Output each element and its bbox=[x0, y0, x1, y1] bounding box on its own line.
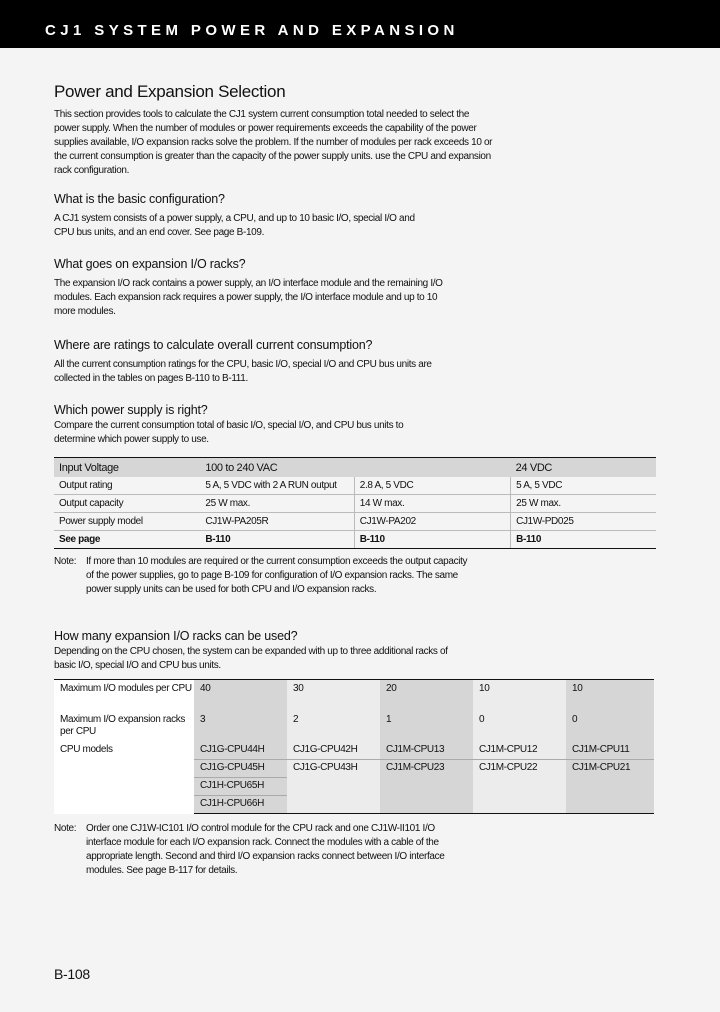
table-cell: 5 A, 5 VDC bbox=[511, 477, 656, 495]
expansion-racks-table bbox=[54, 679, 654, 814]
max-modules-label: Maximum I/O modules per CPU bbox=[54, 680, 194, 712]
table-cell: 2 bbox=[287, 711, 380, 742]
max-racks-label: Maximum I/O expansion racks per CPU bbox=[54, 711, 194, 742]
table-cell: 25 W max. bbox=[511, 495, 656, 513]
basic-config-section bbox=[54, 192, 658, 240]
power-supply-note bbox=[54, 555, 658, 597]
expansion-racks-section bbox=[54, 257, 658, 319]
dc-voltage-header: 24 VDC bbox=[511, 458, 656, 478]
table-cell: CJ1W-PD025 bbox=[511, 513, 656, 531]
table-cell: 5 A, 5 VDC with 2 A RUN output bbox=[200, 477, 354, 495]
table-cell: 10 bbox=[566, 680, 654, 712]
ratings-title: Where are ratings to calculate overall current consumption? bbox=[54, 338, 373, 352]
table-cell: 20 bbox=[380, 680, 473, 712]
empty-cell bbox=[54, 760, 194, 778]
table-cell: 2.8 A, 5 VDC bbox=[354, 477, 510, 495]
section-title: Power and Expansion Selection bbox=[54, 82, 286, 101]
row-label: Output rating bbox=[54, 477, 200, 495]
table-cell: 0 bbox=[566, 711, 654, 742]
table-row bbox=[54, 711, 654, 742]
table-cell: B-110 bbox=[511, 531, 656, 549]
cpu-model-cell: CJ1M-CPU13 bbox=[380, 742, 473, 760]
ratings-body: All the current consumption ratings for the CPU, basic I/O, special I/O and CPU bus units are collected in the tables on pages B-110 to B-111. bbox=[54, 359, 432, 384]
cpu-model-cell: CJ1G-CPU45H bbox=[194, 760, 287, 778]
cpu-model-cell: CJ1M-CPU23 bbox=[380, 760, 473, 814]
cpu-model-cell: CJ1G-CPU43H bbox=[287, 760, 380, 814]
table-row bbox=[54, 742, 654, 760]
input-voltage-label: Input Voltage bbox=[54, 458, 200, 478]
cpu-model-cell: CJ1G-CPU42H bbox=[287, 742, 380, 760]
page-header bbox=[0, 0, 720, 48]
table-row bbox=[54, 477, 656, 495]
basic-config-title: What is the basic configuration? bbox=[54, 192, 225, 206]
racks-body: Depending on the CPU chosen, the system can be expanded with up to three additional racks of basic I/O, special I/O and CPU bus units. bbox=[54, 646, 448, 671]
table-header-row bbox=[54, 458, 656, 478]
cpu-model-cell: CJ1M-CPU21 bbox=[566, 760, 654, 814]
cpu-model-cell: CJ1H-CPU66H bbox=[194, 796, 287, 814]
intro-body: This section provides tools to calculate the CJ1 system current consumption total needed to select the power supply. When the number of modules or power requirements exceeds the capability of the power supplies available, I/O expansion racks solve the problem. If the number of modules per rack exceeds 10 or the current consumption is greater than the capacity of the power supply units. use the CPU and expansion rack configuration. bbox=[54, 109, 493, 176]
table-row bbox=[54, 513, 656, 531]
table-cell: 0 bbox=[473, 711, 566, 742]
cpu-models-label: CPU models bbox=[54, 742, 194, 760]
table-row bbox=[54, 531, 656, 549]
table-cell: 1 bbox=[380, 711, 473, 742]
power-supply-section bbox=[54, 403, 658, 597]
cpu-model-cell: CJ1M-CPU12 bbox=[473, 742, 566, 760]
table-cell: 14 W max. bbox=[354, 495, 510, 513]
table-cell: 25 W max. bbox=[200, 495, 354, 513]
table-row bbox=[54, 680, 654, 712]
note-text: Order one CJ1W-IC101 I/O control module for the CPU rack and one CJ1W-II101 I/O interface module for each I/O expansion rack. Connect the modules with a cable of the appropriate length. Second and third I/O expansion racks connect between I/O interface modules. See page B-117 for details. bbox=[86, 823, 445, 876]
racks-title: How many expansion I/O racks can be used? bbox=[54, 629, 298, 643]
header-title: CJ1 SYSTEM POWER AND EXPANSION bbox=[45, 22, 459, 39]
power-supply-body: Compare the current consumption total of basic I/O, special I/O, and CPU bus units to determine which power supply to use. bbox=[54, 420, 404, 445]
table-cell: B-110 bbox=[200, 531, 354, 549]
table-cell: 10 bbox=[473, 680, 566, 712]
table-cell: CJ1W-PA202 bbox=[354, 513, 510, 531]
power-supply-title: Which power supply is right? bbox=[54, 403, 208, 417]
table-cell: 3 bbox=[194, 711, 287, 742]
row-label: See page bbox=[54, 531, 200, 549]
expansion-racks-body: The expansion I/O rack contains a power supply, an I/O interface module and the remaining I/O modules. Each expansion rack requires a power supply, the I/O interface module and up to 10 more modules. bbox=[54, 278, 443, 317]
row-label: Power supply model bbox=[54, 513, 200, 531]
page-number: B-108 bbox=[54, 966, 90, 982]
cpu-model-cell: CJ1G-CPU44H bbox=[194, 742, 287, 760]
table-cell: 30 bbox=[287, 680, 380, 712]
page-content bbox=[54, 82, 658, 878]
racks-note bbox=[54, 822, 658, 878]
cpu-model-cell: CJ1H-CPU65H bbox=[194, 778, 287, 796]
table-row bbox=[54, 760, 654, 778]
ratings-section bbox=[54, 338, 658, 386]
cpu-model-cell: CJ1M-CPU11 bbox=[566, 742, 654, 760]
expansion-racks-title: What goes on expansion I/O racks? bbox=[54, 257, 246, 271]
table-cell: B-110 bbox=[354, 531, 510, 549]
row-label: Output capacity bbox=[54, 495, 200, 513]
power-supply-table bbox=[54, 457, 656, 549]
cpu-model-cell: CJ1M-CPU22 bbox=[473, 760, 566, 814]
note-text: If more than 10 modules are required or the current consumption exceeds the output capacity of the power supplies, go to page B-109 for configuration of I/O expansion racks. The same power supply units can be used for both CPU and I/O expansion racks. bbox=[86, 556, 468, 595]
empty-cell bbox=[54, 796, 194, 814]
note-label: Note: bbox=[54, 823, 77, 834]
basic-config-body: A CJ1 system consists of a power supply, a CPU, and up to 10 basic I/O, special I/O and CPU bus units, and an end cover. See page B-109. bbox=[54, 213, 415, 238]
intro-section bbox=[54, 82, 658, 178]
table-row bbox=[54, 495, 656, 513]
table-cell: 40 bbox=[194, 680, 287, 712]
racks-section bbox=[54, 629, 658, 878]
table-cell: CJ1W-PA205R bbox=[200, 513, 354, 531]
note-label: Note: bbox=[54, 556, 77, 567]
empty-cell bbox=[54, 778, 194, 796]
ac-voltage-header: 100 to 240 VAC bbox=[200, 458, 510, 478]
